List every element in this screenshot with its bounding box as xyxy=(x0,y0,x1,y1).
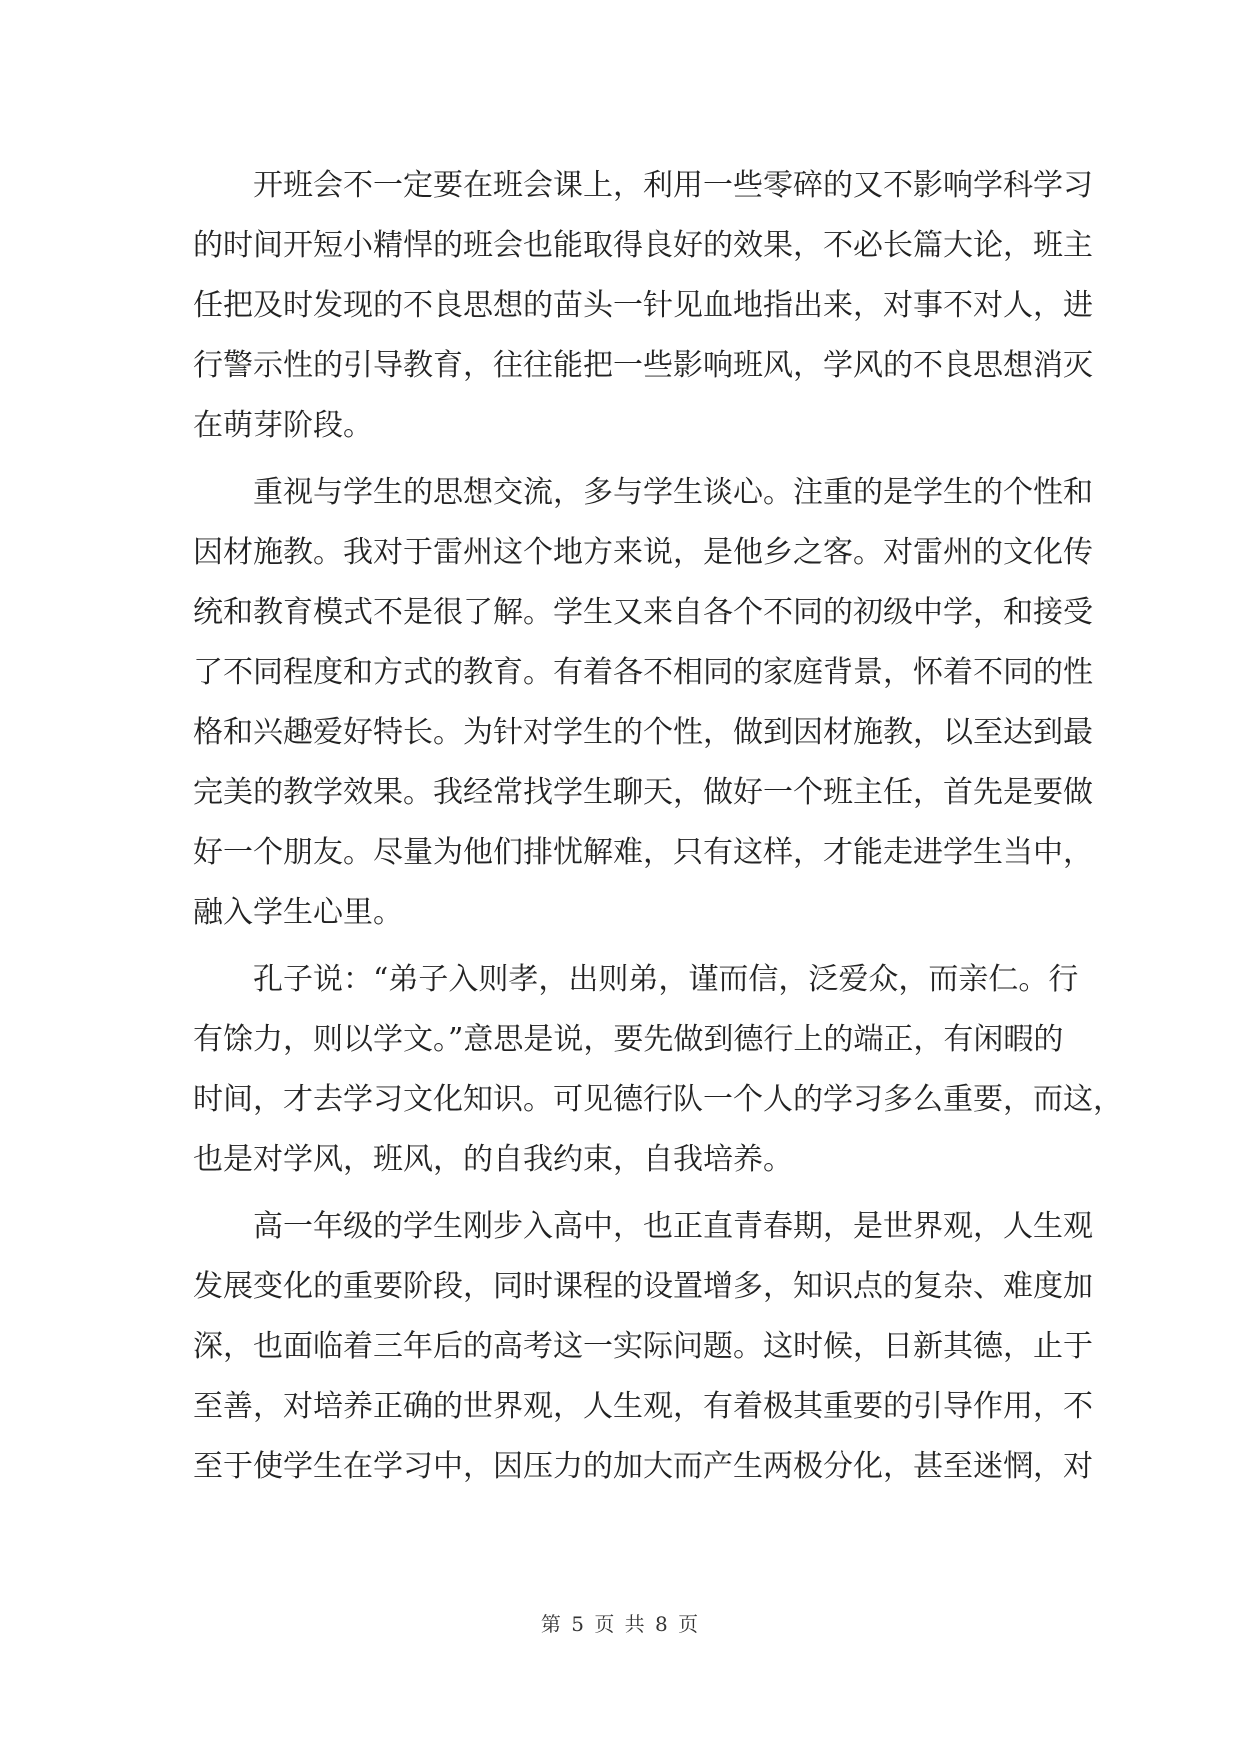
paragraph-line: 因材施教。我对于雷州这个地方来说，是他乡之客。对雷州的文化传 xyxy=(193,535,1093,570)
paragraph-line: 深，也面临着三年后的高考这一实际问题。这时候，日新其德，止于 xyxy=(193,1329,1093,1364)
paragraph-line: 有馀力，则以学文。”意思是说，要先做到德行上的端正，有闲暇的 xyxy=(193,1022,1064,1057)
paragraph-line: 在萌芽阶段。 xyxy=(193,408,373,443)
paragraph-line: 重视与学生的思想交流，多与学生谈心。注重的是学生的个性和 xyxy=(253,475,1093,510)
paragraph-line: 统和教育模式不是很了解。学生又来自各个不同的初级中学，和接受 xyxy=(193,595,1093,630)
paragraph-line: 完美的教学效果。我经常找学生聊天，做好一个班主任，首先是要做 xyxy=(193,775,1093,810)
paragraph-line: 好一个朋友。尽量为他们排忧解难，只有这样，才能走进学生当中， xyxy=(193,835,1093,870)
paragraph-line: 至善，对培养正确的世界观，人生观，有着极其重要的引导作用，不 xyxy=(193,1389,1093,1424)
paragraph-line: 的时间开短小精悍的班会也能取得良好的效果，不必长篇大论，班主 xyxy=(193,228,1093,263)
paragraph-line: 高一年级的学生刚步入高中，也正直青春期，是世界观，人生观 xyxy=(253,1209,1093,1244)
paragraph-2 xyxy=(193,463,1093,943)
paragraph-line: 任把及时发现的不良思想的苗头一针见血地指出来，对事不对人，进 xyxy=(193,288,1093,323)
paragraph-line: 行警示性的引导教育，往往能把一些影响班风，学风的不良思想消灭 xyxy=(193,348,1093,383)
paragraph-line: 发展变化的重要阶段，同时课程的设置增多，知识点的复杂、难度加 xyxy=(193,1269,1093,1304)
paragraph-line: 开班会不一定要在班会课上，利用一些零碎的又不影响学科学习 xyxy=(253,168,1093,203)
paragraph-4 xyxy=(193,1197,1093,1497)
paragraph-1 xyxy=(193,156,1093,456)
document-body xyxy=(193,156,1123,1504)
paragraph-line: 了不同程度和方式的教育。有着各不相同的家庭背景，怀着不同的性 xyxy=(193,655,1093,690)
paragraph-line: 孔子说：“弟子入则孝，出则弟，谨而信，泛爱众，而亲仁。行 xyxy=(253,962,1079,997)
paragraph-3 xyxy=(193,950,1123,1190)
paragraph-line: 时间，才去学习文化知识。可见德行队一个人的学习多么重要，而这， xyxy=(193,1082,1123,1117)
paragraph-line: 也是对学风，班风，的自我约束，自我培养。 xyxy=(193,1142,793,1177)
paragraph-line: 至于使学生在学习中，因压力的加大而产生两极分化，甚至迷惘，对 xyxy=(193,1449,1093,1484)
paragraph-line: 融入学生心里。 xyxy=(193,895,403,930)
page-number-footer: 第 5 页 共 8 页 xyxy=(540,1612,701,1636)
paragraph-line: 格和兴趣爱好特长。为针对学生的个性，做到因材施教，以至达到最 xyxy=(193,715,1093,750)
